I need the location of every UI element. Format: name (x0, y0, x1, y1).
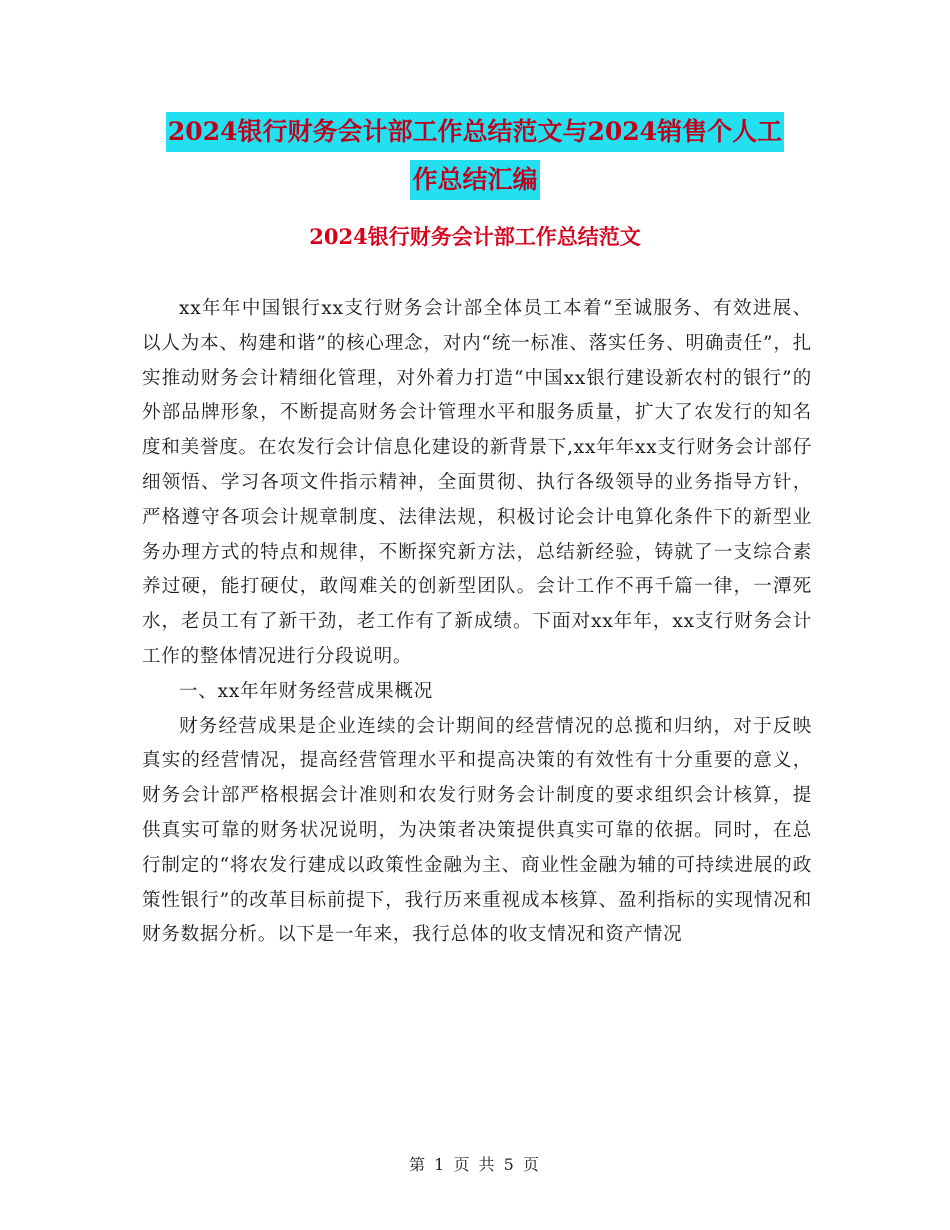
document-body (142, 292, 812, 953)
section-subtitle: 2024银行财务会计部工作总结范文 (309, 224, 641, 249)
body-paragraph: 财务经营成果是企业连续的会计期间的经营情况的总揽和归纳，对于反映真实的经营情况，提高经营管理水平和提高决策的有效性有十分重要的意义，财务会计部严格根据会计准则和农发行财务会计制度的要求组织会计核算，提供真实可靠的财务状况说明，为决策者决策提供真实可靠的依据。同时，在总行制定的“将农发行建成以政策性金融为主、商业性金融为辅的可持续进展的政策性银行”的改革目标前提下，我行历来重视成本核算、盈利指标的实现情况和财务数据分析。以下是一年来，我行总体的收支情况和资产情况 (142, 715, 812, 946)
body-paragraph: xx年年中国银行xx支行财务会计部全体员工本着“至诚服务、有效进展、以人为本、构建和谐”的核心理念，对内“统一标准、落实任务、明确责任”，扎实推动财务会计精细化管理，对外着力打造“中国xx银行建设新农村的银行”的外部品牌形象，不断提高财务会计管理水平和服务质量，扩大了农发行的知名度和美誉度。在农发行会计信息化建设的新背景下,xx年年xx支行财务会计部仔细领悟、学习各项文件指示精神，全面贯彻、执行各级领导的业务指导方针，严格遵守各项会计规章制度、法律法规，积极讨论会计电算化条件下的新型业务办理方式的特点和规律，不断探究新方法，总结新经验，铸就了一支综合素养过硬，能打硬仗，敢闯难关的创新型团队。会计工作不再千篇一律，一潭死水，老员工有了新干劲，老工作有了新成绩。下面对xx年年，xx支行财务会计工作的整体情况进行分段说明。 (142, 298, 812, 667)
title-line-1: 2024银行财务会计部工作总结范文与2024销售个人工 (166, 112, 784, 152)
section-heading: 一、xx年年财务经营成果概况 (179, 680, 434, 702)
page-footer: 第 1 页 共 5 页 (409, 1155, 541, 1174)
title-line-2: 作总结汇编 (410, 160, 539, 200)
document-title (140, 112, 810, 200)
